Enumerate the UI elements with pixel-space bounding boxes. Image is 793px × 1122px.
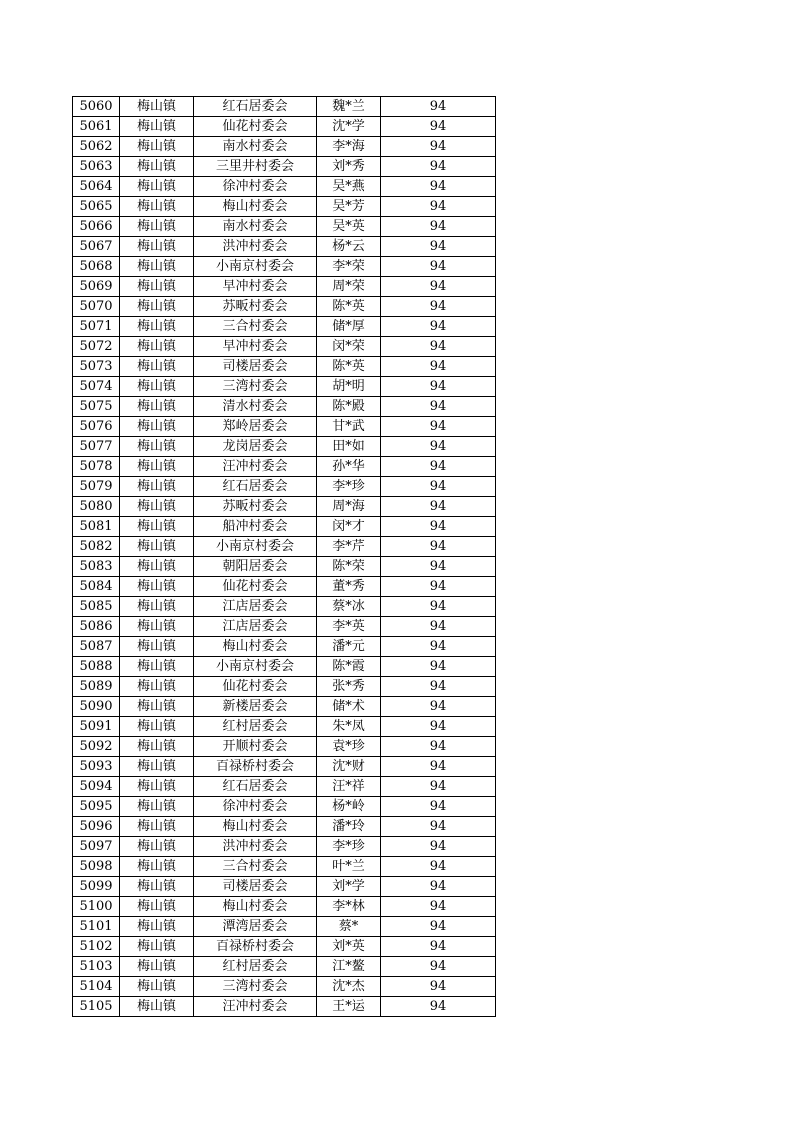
village-committee-cell: 红村居委会 bbox=[194, 717, 317, 737]
row-number-cell: 5102 bbox=[73, 937, 120, 957]
village-committee-cell: 梅山村委会 bbox=[194, 817, 317, 837]
village-committee-cell: 百禄桥村委会 bbox=[194, 757, 317, 777]
person-name-cell: 刘*学 bbox=[317, 877, 381, 897]
row-number-cell: 5063 bbox=[73, 157, 120, 177]
score-cell: 94 bbox=[381, 717, 496, 737]
row-number-cell: 5090 bbox=[73, 697, 120, 717]
score-cell: 94 bbox=[381, 757, 496, 777]
village-committee-cell: 百禄桥村委会 bbox=[194, 937, 317, 957]
score-cell: 94 bbox=[381, 617, 496, 637]
score-cell: 94 bbox=[381, 977, 496, 997]
table-row bbox=[73, 277, 496, 297]
village-committee-cell: 梅山村委会 bbox=[194, 897, 317, 917]
town-cell: 梅山镇 bbox=[120, 737, 194, 757]
score-cell: 94 bbox=[381, 357, 496, 377]
town-cell: 梅山镇 bbox=[120, 397, 194, 417]
table-row bbox=[73, 217, 496, 237]
table-row bbox=[73, 917, 496, 937]
person-name-cell: 李*荣 bbox=[317, 257, 381, 277]
person-name-cell: 刘*英 bbox=[317, 937, 381, 957]
town-cell: 梅山镇 bbox=[120, 497, 194, 517]
table-row bbox=[73, 797, 496, 817]
town-cell: 梅山镇 bbox=[120, 177, 194, 197]
row-number-cell: 5066 bbox=[73, 217, 120, 237]
town-cell: 梅山镇 bbox=[120, 577, 194, 597]
row-number-cell: 5081 bbox=[73, 517, 120, 537]
town-cell: 梅山镇 bbox=[120, 697, 194, 717]
row-number-cell: 5101 bbox=[73, 917, 120, 937]
row-number-cell: 5087 bbox=[73, 637, 120, 657]
table-row bbox=[73, 177, 496, 197]
roster-table-body bbox=[73, 97, 496, 1017]
person-name-cell: 袁*珍 bbox=[317, 737, 381, 757]
town-cell: 梅山镇 bbox=[120, 477, 194, 497]
person-name-cell: 汪*祥 bbox=[317, 777, 381, 797]
town-cell: 梅山镇 bbox=[120, 417, 194, 437]
town-cell: 梅山镇 bbox=[120, 777, 194, 797]
row-number-cell: 5077 bbox=[73, 437, 120, 457]
town-cell: 梅山镇 bbox=[120, 557, 194, 577]
village-committee-cell: 龙岗居委会 bbox=[194, 437, 317, 457]
town-cell: 梅山镇 bbox=[120, 957, 194, 977]
person-name-cell: 李*珍 bbox=[317, 477, 381, 497]
table-row bbox=[73, 157, 496, 177]
village-committee-cell: 三里井村委会 bbox=[194, 157, 317, 177]
row-number-cell: 5069 bbox=[73, 277, 120, 297]
row-number-cell: 5093 bbox=[73, 757, 120, 777]
village-committee-cell: 潭湾居委会 bbox=[194, 917, 317, 937]
town-cell: 梅山镇 bbox=[120, 517, 194, 537]
village-committee-cell: 早冲村委会 bbox=[194, 277, 317, 297]
person-name-cell: 潘*元 bbox=[317, 637, 381, 657]
table-row bbox=[73, 997, 496, 1017]
village-committee-cell: 徐冲村委会 bbox=[194, 177, 317, 197]
town-cell: 梅山镇 bbox=[120, 817, 194, 837]
village-committee-cell: 洪冲村委会 bbox=[194, 837, 317, 857]
village-committee-cell: 徐冲村委会 bbox=[194, 797, 317, 817]
town-cell: 梅山镇 bbox=[120, 237, 194, 257]
row-number-cell: 5070 bbox=[73, 297, 120, 317]
score-cell: 94 bbox=[381, 297, 496, 317]
person-name-cell: 蔡*冰 bbox=[317, 597, 381, 617]
score-cell: 94 bbox=[381, 677, 496, 697]
row-number-cell: 5078 bbox=[73, 457, 120, 477]
town-cell: 梅山镇 bbox=[120, 297, 194, 317]
person-name-cell: 甘*武 bbox=[317, 417, 381, 437]
row-number-cell: 5092 bbox=[73, 737, 120, 757]
row-number-cell: 5103 bbox=[73, 957, 120, 977]
score-cell: 94 bbox=[381, 737, 496, 757]
row-number-cell: 5098 bbox=[73, 857, 120, 877]
score-cell: 94 bbox=[381, 237, 496, 257]
town-cell: 梅山镇 bbox=[120, 997, 194, 1017]
row-number-cell: 5104 bbox=[73, 977, 120, 997]
village-committee-cell: 南水村委会 bbox=[194, 137, 317, 157]
table-row bbox=[73, 597, 496, 617]
row-number-cell: 5071 bbox=[73, 317, 120, 337]
village-committee-cell: 仙花村委会 bbox=[194, 677, 317, 697]
score-cell: 94 bbox=[381, 117, 496, 137]
village-committee-cell: 梅山村委会 bbox=[194, 637, 317, 657]
score-cell: 94 bbox=[381, 657, 496, 677]
town-cell: 梅山镇 bbox=[120, 977, 194, 997]
table-row bbox=[73, 377, 496, 397]
score-cell: 94 bbox=[381, 417, 496, 437]
person-name-cell: 吴*芳 bbox=[317, 197, 381, 217]
village-committee-cell: 南水村委会 bbox=[194, 217, 317, 237]
village-committee-cell: 小南京村委会 bbox=[194, 257, 317, 277]
table-row bbox=[73, 477, 496, 497]
town-cell: 梅山镇 bbox=[120, 277, 194, 297]
table-row bbox=[73, 497, 496, 517]
town-cell: 梅山镇 bbox=[120, 857, 194, 877]
row-number-cell: 5100 bbox=[73, 897, 120, 917]
town-cell: 梅山镇 bbox=[120, 657, 194, 677]
village-committee-cell: 汪冲村委会 bbox=[194, 457, 317, 477]
score-cell: 94 bbox=[381, 457, 496, 477]
row-number-cell: 5105 bbox=[73, 997, 120, 1017]
town-cell: 梅山镇 bbox=[120, 897, 194, 917]
town-cell: 梅山镇 bbox=[120, 117, 194, 137]
village-committee-cell: 江店居委会 bbox=[194, 617, 317, 637]
town-cell: 梅山镇 bbox=[120, 917, 194, 937]
person-name-cell: 陈*英 bbox=[317, 297, 381, 317]
person-name-cell: 胡*明 bbox=[317, 377, 381, 397]
table-row bbox=[73, 697, 496, 717]
person-name-cell: 杨*云 bbox=[317, 237, 381, 257]
town-cell: 梅山镇 bbox=[120, 197, 194, 217]
town-cell: 梅山镇 bbox=[120, 717, 194, 737]
village-committee-cell: 仙花村委会 bbox=[194, 577, 317, 597]
score-cell: 94 bbox=[381, 177, 496, 197]
score-cell: 94 bbox=[381, 957, 496, 977]
score-cell: 94 bbox=[381, 477, 496, 497]
row-number-cell: 5060 bbox=[73, 97, 120, 117]
row-number-cell: 5075 bbox=[73, 397, 120, 417]
table-row bbox=[73, 557, 496, 577]
score-cell: 94 bbox=[381, 437, 496, 457]
village-committee-cell: 司楼居委会 bbox=[194, 357, 317, 377]
village-committee-cell: 船冲村委会 bbox=[194, 517, 317, 537]
table-row bbox=[73, 817, 496, 837]
person-name-cell: 沈*财 bbox=[317, 757, 381, 777]
village-committee-cell: 苏畈村委会 bbox=[194, 297, 317, 317]
row-number-cell: 5088 bbox=[73, 657, 120, 677]
village-committee-cell: 梅山村委会 bbox=[194, 197, 317, 217]
town-cell: 梅山镇 bbox=[120, 637, 194, 657]
town-cell: 梅山镇 bbox=[120, 377, 194, 397]
person-name-cell: 闵*才 bbox=[317, 517, 381, 537]
village-committee-cell: 洪冲村委会 bbox=[194, 237, 317, 257]
row-number-cell: 5095 bbox=[73, 797, 120, 817]
score-cell: 94 bbox=[381, 397, 496, 417]
table-row bbox=[73, 417, 496, 437]
row-number-cell: 5086 bbox=[73, 617, 120, 637]
village-committee-cell: 早冲村委会 bbox=[194, 337, 317, 357]
row-number-cell: 5083 bbox=[73, 557, 120, 577]
row-number-cell: 5068 bbox=[73, 257, 120, 277]
table-row bbox=[73, 957, 496, 977]
person-name-cell: 李*芹 bbox=[317, 537, 381, 557]
town-cell: 梅山镇 bbox=[120, 617, 194, 637]
village-committee-cell: 清水村委会 bbox=[194, 397, 317, 417]
table-row bbox=[73, 357, 496, 377]
table-row bbox=[73, 677, 496, 697]
score-cell: 94 bbox=[381, 997, 496, 1017]
score-cell: 94 bbox=[381, 917, 496, 937]
town-cell: 梅山镇 bbox=[120, 837, 194, 857]
village-committee-cell: 开顺村委会 bbox=[194, 737, 317, 757]
person-name-cell: 周*荣 bbox=[317, 277, 381, 297]
score-cell: 94 bbox=[381, 557, 496, 577]
row-number-cell: 5062 bbox=[73, 137, 120, 157]
village-committee-cell: 司楼居委会 bbox=[194, 877, 317, 897]
score-cell: 94 bbox=[381, 377, 496, 397]
village-committee-cell: 小南京村委会 bbox=[194, 657, 317, 677]
village-committee-cell: 三湾村委会 bbox=[194, 977, 317, 997]
row-number-cell: 5099 bbox=[73, 877, 120, 897]
village-committee-cell: 三合村委会 bbox=[194, 317, 317, 337]
row-number-cell: 5061 bbox=[73, 117, 120, 137]
town-cell: 梅山镇 bbox=[120, 257, 194, 277]
person-name-cell: 王*运 bbox=[317, 997, 381, 1017]
table-row bbox=[73, 877, 496, 897]
score-cell: 94 bbox=[381, 517, 496, 537]
score-cell: 94 bbox=[381, 937, 496, 957]
table-row bbox=[73, 777, 496, 797]
town-cell: 梅山镇 bbox=[120, 337, 194, 357]
row-number-cell: 5067 bbox=[73, 237, 120, 257]
row-number-cell: 5094 bbox=[73, 777, 120, 797]
score-cell: 94 bbox=[381, 97, 496, 117]
row-number-cell: 5089 bbox=[73, 677, 120, 697]
town-cell: 梅山镇 bbox=[120, 317, 194, 337]
table-row bbox=[73, 577, 496, 597]
table-row bbox=[73, 717, 496, 737]
row-number-cell: 5085 bbox=[73, 597, 120, 617]
table-row bbox=[73, 837, 496, 857]
score-cell: 94 bbox=[381, 537, 496, 557]
village-committee-cell: 红石居委会 bbox=[194, 777, 317, 797]
person-name-cell: 沈*杰 bbox=[317, 977, 381, 997]
person-name-cell: 李*林 bbox=[317, 897, 381, 917]
village-committee-cell: 三湾村委会 bbox=[194, 377, 317, 397]
person-name-cell: 李*珍 bbox=[317, 837, 381, 857]
table-row bbox=[73, 297, 496, 317]
table-row bbox=[73, 617, 496, 637]
score-cell: 94 bbox=[381, 577, 496, 597]
person-name-cell: 刘*秀 bbox=[317, 157, 381, 177]
town-cell: 梅山镇 bbox=[120, 937, 194, 957]
town-cell: 梅山镇 bbox=[120, 357, 194, 377]
table-row bbox=[73, 897, 496, 917]
row-number-cell: 5084 bbox=[73, 577, 120, 597]
person-name-cell: 陈*荣 bbox=[317, 557, 381, 577]
person-name-cell: 蔡* bbox=[317, 917, 381, 937]
score-cell: 94 bbox=[381, 597, 496, 617]
table-row bbox=[73, 757, 496, 777]
row-number-cell: 5076 bbox=[73, 417, 120, 437]
row-number-cell: 5074 bbox=[73, 377, 120, 397]
person-name-cell: 张*秀 bbox=[317, 677, 381, 697]
row-number-cell: 5080 bbox=[73, 497, 120, 517]
score-cell: 94 bbox=[381, 217, 496, 237]
town-cell: 梅山镇 bbox=[120, 677, 194, 697]
person-name-cell: 陈*霞 bbox=[317, 657, 381, 677]
village-committee-cell: 郑岭居委会 bbox=[194, 417, 317, 437]
table-row bbox=[73, 137, 496, 157]
person-name-cell: 储*厚 bbox=[317, 317, 381, 337]
person-name-cell: 董*秀 bbox=[317, 577, 381, 597]
person-name-cell: 潘*玲 bbox=[317, 817, 381, 837]
score-cell: 94 bbox=[381, 877, 496, 897]
town-cell: 梅山镇 bbox=[120, 157, 194, 177]
row-number-cell: 5064 bbox=[73, 177, 120, 197]
score-cell: 94 bbox=[381, 497, 496, 517]
village-committee-cell: 汪冲村委会 bbox=[194, 997, 317, 1017]
score-cell: 94 bbox=[381, 837, 496, 857]
town-cell: 梅山镇 bbox=[120, 437, 194, 457]
row-number-cell: 5096 bbox=[73, 817, 120, 837]
town-cell: 梅山镇 bbox=[120, 217, 194, 237]
table-row bbox=[73, 457, 496, 477]
person-name-cell: 沈*学 bbox=[317, 117, 381, 137]
table-row bbox=[73, 937, 496, 957]
village-committee-cell: 红村居委会 bbox=[194, 957, 317, 977]
person-name-cell: 叶*兰 bbox=[317, 857, 381, 877]
person-name-cell: 杨*岭 bbox=[317, 797, 381, 817]
person-name-cell: 孙*华 bbox=[317, 457, 381, 477]
table-row bbox=[73, 397, 496, 417]
row-number-cell: 5097 bbox=[73, 837, 120, 857]
person-name-cell: 吴*燕 bbox=[317, 177, 381, 197]
person-name-cell: 储*术 bbox=[317, 697, 381, 717]
person-name-cell: 李*海 bbox=[317, 137, 381, 157]
table-row bbox=[73, 517, 496, 537]
row-number-cell: 5079 bbox=[73, 477, 120, 497]
village-committee-cell: 仙花村委会 bbox=[194, 117, 317, 137]
score-cell: 94 bbox=[381, 637, 496, 657]
person-name-cell: 周*海 bbox=[317, 497, 381, 517]
town-cell: 梅山镇 bbox=[120, 457, 194, 477]
village-committee-cell: 朝阳居委会 bbox=[194, 557, 317, 577]
table-row bbox=[73, 537, 496, 557]
person-name-cell: 江*鳌 bbox=[317, 957, 381, 977]
person-name-cell: 吴*英 bbox=[317, 217, 381, 237]
table-row bbox=[73, 977, 496, 997]
town-cell: 梅山镇 bbox=[120, 797, 194, 817]
row-number-cell: 5073 bbox=[73, 357, 120, 377]
score-cell: 94 bbox=[381, 897, 496, 917]
village-committee-cell: 红石居委会 bbox=[194, 97, 317, 117]
person-name-cell: 魏*兰 bbox=[317, 97, 381, 117]
score-cell: 94 bbox=[381, 777, 496, 797]
table-row bbox=[73, 237, 496, 257]
score-cell: 94 bbox=[381, 317, 496, 337]
person-name-cell: 朱*凤 bbox=[317, 717, 381, 737]
person-name-cell: 陈*殿 bbox=[317, 397, 381, 417]
village-committee-cell: 三合村委会 bbox=[194, 857, 317, 877]
person-name-cell: 陈*英 bbox=[317, 357, 381, 377]
table-row bbox=[73, 657, 496, 677]
score-cell: 94 bbox=[381, 197, 496, 217]
village-committee-cell: 小南京村委会 bbox=[194, 537, 317, 557]
town-cell: 梅山镇 bbox=[120, 757, 194, 777]
village-committee-cell: 新楼居委会 bbox=[194, 697, 317, 717]
score-cell: 94 bbox=[381, 337, 496, 357]
row-number-cell: 5065 bbox=[73, 197, 120, 217]
person-name-cell: 闵*荣 bbox=[317, 337, 381, 357]
roster-table bbox=[72, 96, 496, 1017]
row-number-cell: 5091 bbox=[73, 717, 120, 737]
table-row bbox=[73, 97, 496, 117]
town-cell: 梅山镇 bbox=[120, 537, 194, 557]
table-row bbox=[73, 437, 496, 457]
person-name-cell: 田*如 bbox=[317, 437, 381, 457]
score-cell: 94 bbox=[381, 257, 496, 277]
village-committee-cell: 红石居委会 bbox=[194, 477, 317, 497]
score-cell: 94 bbox=[381, 137, 496, 157]
town-cell: 梅山镇 bbox=[120, 97, 194, 117]
table-row bbox=[73, 257, 496, 277]
table-row bbox=[73, 637, 496, 657]
table-row bbox=[73, 117, 496, 137]
row-number-cell: 5082 bbox=[73, 537, 120, 557]
score-cell: 94 bbox=[381, 277, 496, 297]
village-committee-cell: 江店居委会 bbox=[194, 597, 317, 617]
person-name-cell: 李*英 bbox=[317, 617, 381, 637]
score-cell: 94 bbox=[381, 697, 496, 717]
table-row bbox=[73, 317, 496, 337]
score-cell: 94 bbox=[381, 157, 496, 177]
village-committee-cell: 苏畈村委会 bbox=[194, 497, 317, 517]
town-cell: 梅山镇 bbox=[120, 137, 194, 157]
table-row bbox=[73, 197, 496, 217]
score-cell: 94 bbox=[381, 797, 496, 817]
table-row bbox=[73, 337, 496, 357]
town-cell: 梅山镇 bbox=[120, 877, 194, 897]
town-cell: 梅山镇 bbox=[120, 597, 194, 617]
table-row bbox=[73, 857, 496, 877]
score-cell: 94 bbox=[381, 817, 496, 837]
row-number-cell: 5072 bbox=[73, 337, 120, 357]
score-cell: 94 bbox=[381, 857, 496, 877]
table-row bbox=[73, 737, 496, 757]
